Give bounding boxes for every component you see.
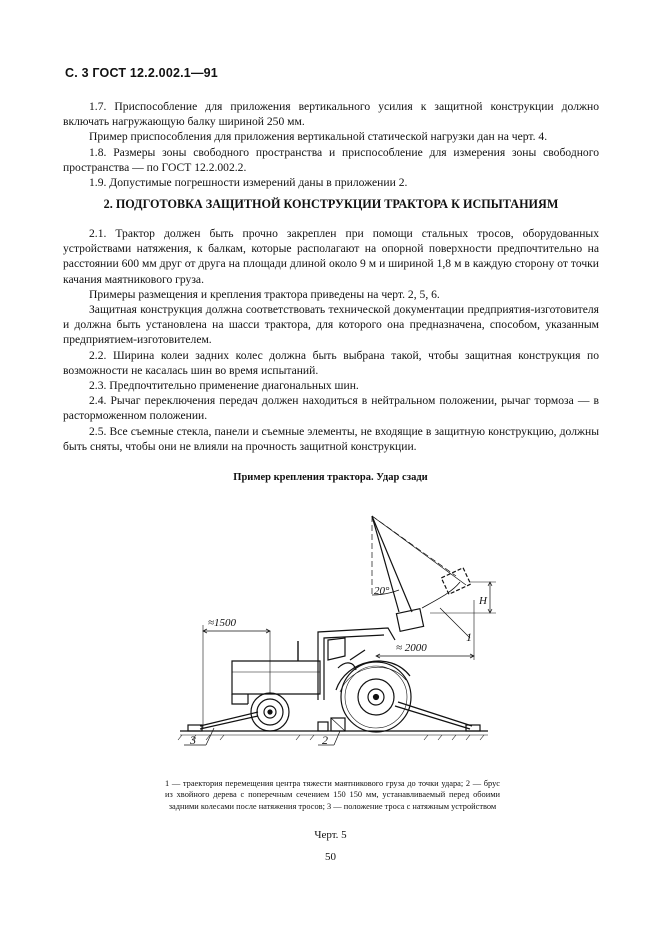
paragraph: Примеры размещения и крепления трактора приведены на черт. 2, 5, 6.	[89, 287, 440, 301]
page-header: С. 3 ГОСТ 12.2.002.1—91	[65, 66, 218, 80]
tractor-hood	[232, 661, 320, 694]
label-angle: 20°	[374, 585, 390, 597]
label-3: 3	[190, 733, 196, 747]
paragraph: 2.5. Все съемные стекла, панели и съемные элементы, не входящие в защитную конструкцию, должны быть сняты, чтобы они не влияли на прочность защитной конструкции.	[63, 424, 599, 453]
paragraph: 2.2. Ширина колеи задних колес должна быть выбрана такой, чтобы защитная конструкция по возможности не касалась шин во время испытаний.	[63, 348, 599, 377]
label-2000: ≈ 2000	[396, 642, 427, 654]
label-1500: ≈1500	[208, 617, 237, 629]
paragraph: 2.1. Трактор должен быть прочно закреплен при помощи стальных тросов, оборудованных устройствами натяжения, к балкам, которые располагают на опорной поверхности предпочтительно на расстоянии 600 мм друг от друга на площади длиной около 9 м и шириной 1,8 м в каждую сторону от точки качания маятникового груза.	[63, 227, 599, 286]
paragraph: Защитная конструкция должна соответствовать технической документации предприятия-изготовителя и должна быть установлена на шасси трактора, для которого она предназначена, способом, указанным предприятием-изготовителем.	[63, 303, 599, 347]
figure-legend: 1 — траектория перемещения центра тяжести маятникового груза до точки удара; 2 — брус из хвойного дерева с поперечным сечением 150 150 мм, устанавливаемый перед обоими задними колесами после натяжения тросов; 3 — положение троса с натяжным устройством	[165, 779, 500, 811]
paragraph: Пример приспособления для приложения вертикальной статической нагрузки дан на черт. 4.	[89, 130, 548, 144]
figure-title: Пример крепления трактора. Удар сзади	[233, 472, 428, 483]
paragraph: 2.3. Предпочтительно применение диагональных шин.	[89, 379, 359, 393]
page-number: 50	[325, 851, 336, 863]
paragraph: 1.9. Допустимые погрешности измерений даны в приложении 2.	[89, 176, 408, 190]
trajectory-line	[422, 582, 460, 608]
protective-frame	[318, 628, 395, 700]
paragraph: 1.7. Приспособление для приложения вертикального усилия к защитной конструкции должно включать нагружающую балку шириной 250 мм.	[63, 100, 599, 129]
label-h: H	[479, 595, 487, 607]
ground-hatch	[178, 735, 484, 740]
front-anchor-beam	[188, 725, 202, 731]
pendulum-start-position	[441, 568, 470, 594]
paragraph: 2.4. Рычаг переключения передач должен находиться в нейтральном положении, рычаг тормоза — в расторможенном положении.	[63, 394, 599, 423]
label-1: 1	[466, 630, 472, 644]
rear-cable	[395, 706, 470, 729]
label-2: 2	[322, 733, 328, 747]
section-heading: 2. ПОДГОТОВКА ЗАЩИТНОЙ КОНСТРУКЦИИ ТРАКТОРА К ИСПЫТАНИЯМ	[103, 197, 559, 211]
pendulum-weight	[396, 609, 423, 632]
figure-number: Черт. 5	[314, 829, 347, 841]
paragraph: 1.8. Размеры зоны свободного пространства и приспособление для измерения зоны свободного пространства — по ГОСТ 12.2.002.2.	[63, 145, 599, 174]
front-cable	[200, 712, 258, 726]
